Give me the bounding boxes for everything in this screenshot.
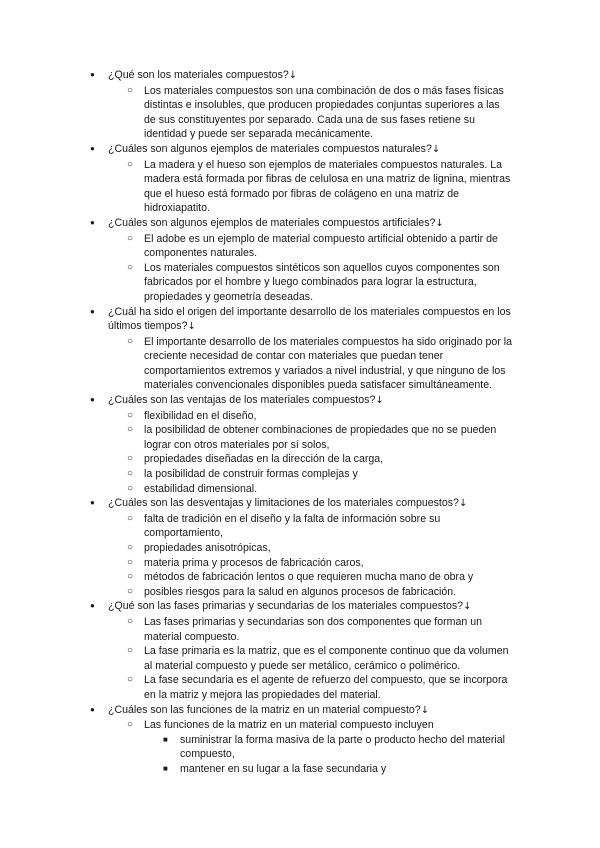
answer-item: ○ falta de tradición en el diseño y la falta de información sobre su comportamiento, (144, 512, 514, 541)
question-text: ¿Cuáles son las funciones de la matriz en un material compuesto? (108, 703, 421, 716)
sub-answer-list (144, 733, 514, 777)
question-item (108, 68, 514, 142)
question-item (108, 703, 514, 777)
sub-answer-item: ■ mantener en su lugar a la fase secundaria y (180, 762, 514, 777)
answer-item: ○ La fase secundaria es el agente de refuerzo del compuesto, que se incorpora en la matriz y mejora las propiedades del material. (144, 673, 514, 702)
document-content (0, 68, 600, 777)
answer-list (108, 84, 514, 142)
answer-item: ○ métodos de fabricación lentos o que requieren mucha mano de obra y (144, 570, 514, 585)
question-item (108, 393, 514, 496)
answer-item: ○ La madera y el hueso son ejemplos de materiales compuestos naturales. La madera está formada por fibras de celulosa en una matriz de lignina, mientras que el hueso está formado por fibras de colágeno en una matriz de hidroxiapatito. (144, 158, 514, 216)
arrow-down-icon[interactable]: ↓ (375, 395, 384, 407)
question-text: ¿Qué son las fases primarias y secundarias de los materiales compuestos? (108, 600, 464, 613)
answer-list (108, 512, 514, 600)
question-item (108, 142, 514, 216)
answer-list (108, 615, 514, 703)
answer-list (108, 718, 514, 776)
question-list (0, 68, 600, 777)
question-text: ¿Cuál ha sido el origen del importante desarrollo de los materiales compuestos en los últimos tiempos? (108, 305, 511, 333)
answer-item: ○ Las fases primarias y secundarias son dos componentes que forman un material compuesto. (144, 615, 514, 644)
arrow-down-icon[interactable]: ↓ (420, 704, 430, 716)
question-text: ¿Cuáles son las desventajas y limitaciones de los materiales compuestos? (108, 497, 459, 510)
answer-item: ○ materia prima y procesos de fabricación caros, (144, 556, 514, 571)
arrow-down-icon[interactable]: ↓ (463, 601, 472, 613)
question-text: ¿Cuáles son las ventajas de los materiales compuestos? (108, 394, 376, 407)
question-text: ¿Cuáles son algunos ejemplos de materiales compuestos artificiales? (108, 216, 436, 229)
question-item (108, 599, 514, 702)
answer-item: ○ propiedades diseñadas en la dirección de la carga, (144, 452, 514, 467)
answer-item: ○ El importante desarrollo de los materiales compuestos ha sido originado por la creciente necesidad de contar con materiales que puedan tener comportamientos extremos y variados a nivel industrial, y que ninguno de los materiales convencionales disponibles pueda satisfacer simultáneamente. (144, 335, 514, 393)
answer-item: ○ La fase primaria es la matriz, que es el componente continuo que da volumen al material compuesto y puede ser metálico, cerámico o polimérico. (144, 644, 514, 673)
question-text: ¿Cuáles son algunos ejemplos de materiales compuestos naturales? (108, 142, 432, 155)
answer-text: Las funciones de la matriz en un material compuesto incluyen (144, 719, 434, 732)
answer-item (144, 718, 514, 776)
answer-item: ○ Los materiales compuestos sintéticos son aquellos cuyos componentes son fabricados por el hombre y luego combinados para lograr la estructura, propiedades y geometría deseadas. (144, 261, 514, 305)
answer-list (108, 335, 514, 393)
answer-item: ○ la posibilidad de construir formas complejas y (144, 467, 514, 482)
question-item (108, 496, 514, 599)
arrow-down-icon[interactable]: ↓ (187, 321, 196, 333)
answer-item: ○ propiedades anisotrópicas, (144, 541, 514, 556)
answer-list (108, 232, 514, 305)
question-text: ¿Qué son los materiales compuestos? (108, 69, 289, 81)
answer-list (108, 409, 514, 497)
answer-item: ○ posibles riesgos para la salud en algunos procesos de fabricación. (144, 585, 514, 600)
arrow-down-icon[interactable]: ↓ (288, 70, 298, 81)
arrow-down-icon[interactable]: ↓ (435, 217, 444, 229)
answer-item: ○ flexibilidad en el diseño, (144, 409, 514, 424)
answer-item: ○ estabilidad dimensional. (144, 482, 514, 497)
arrow-down-icon[interactable]: ↓ (458, 498, 468, 510)
answer-item: ○ Los materiales compuestos son una combinación de dos o más fases físicas distintas e insolubles, que producen propiedades conjuntas superiores a las de sus constituyentes por separado. Cada una de sus fases retiene su identidad y puede ser separada mecánicamente. (144, 84, 514, 142)
answer-item: ○ la posibilidad de obtener combinaciones de propiedades que no se pueden lograr con otros materiales por sí solos, (144, 423, 514, 452)
sub-answer-item: ■ suministrar la forma masiva de la parte o producto hecho del material compuesto, (180, 733, 514, 762)
question-item (108, 305, 514, 394)
answer-item: ○ El adobe es un ejemplo de material compuesto artificial obtenido a partir de componentes naturales. (144, 232, 514, 261)
arrow-down-icon[interactable]: ↓ (431, 143, 441, 155)
answer-list (108, 158, 514, 216)
question-item (108, 216, 514, 305)
